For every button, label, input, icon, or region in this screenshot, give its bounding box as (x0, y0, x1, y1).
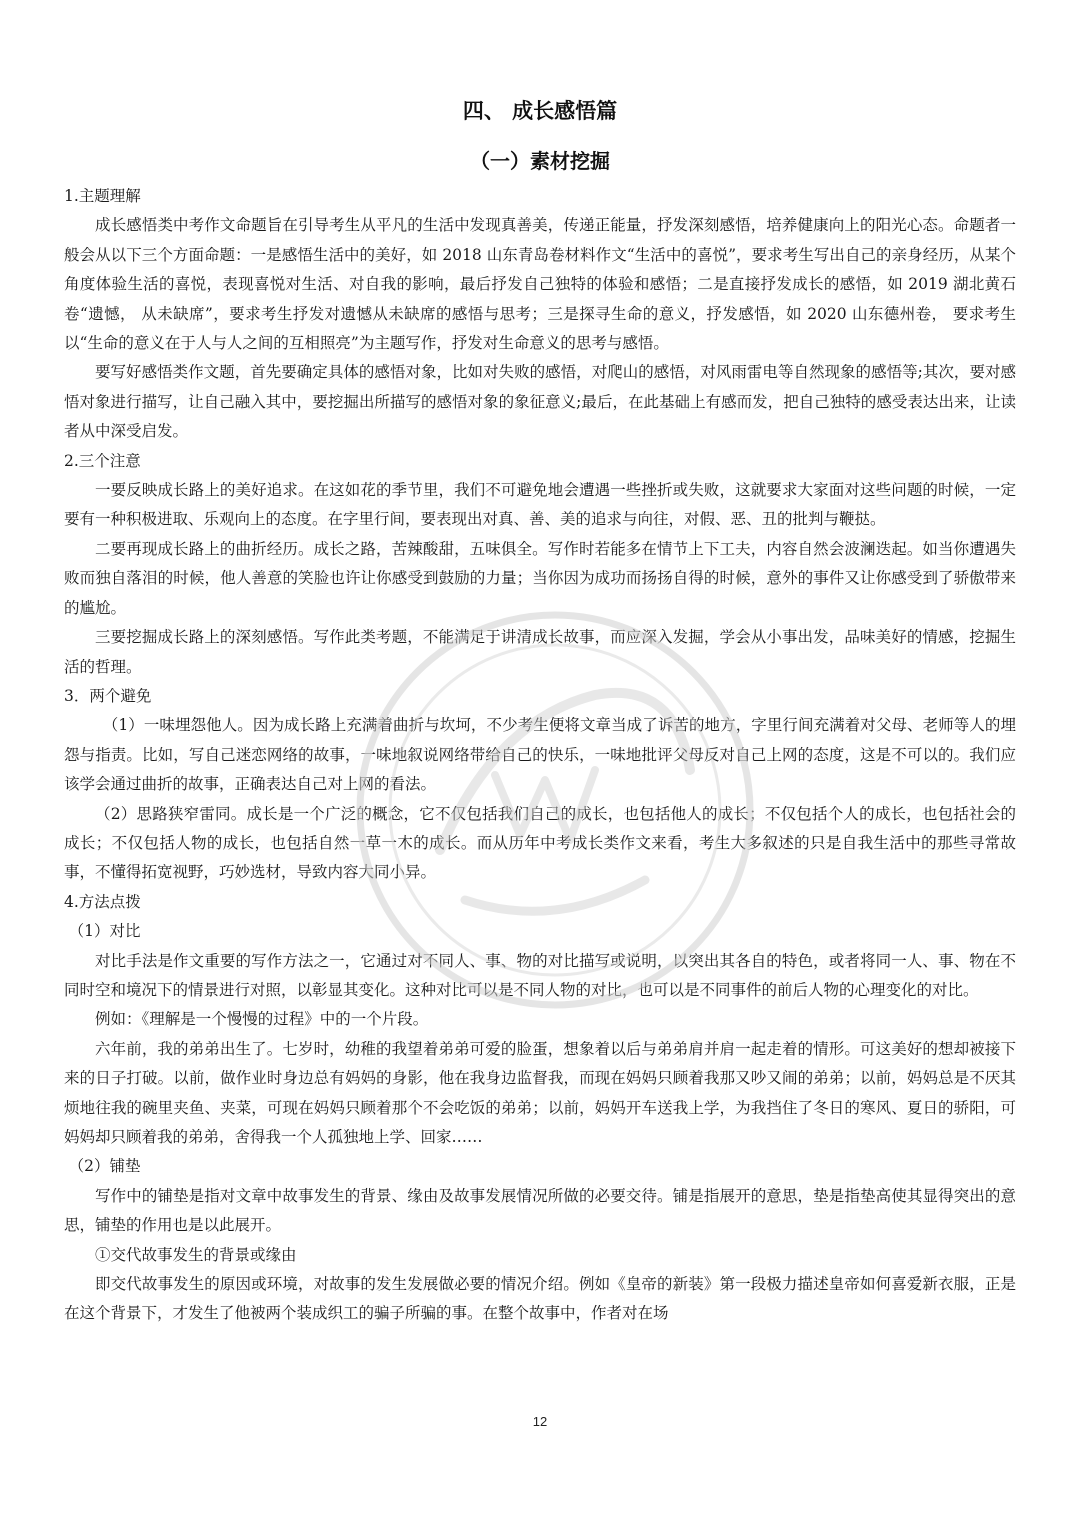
paragraph: 写作中的铺垫是指对文章中故事发生的背景、缘由及故事发展情况所做的必要交待。铺是指展开的意思，垫是指垫高使其显得突出的意思，铺垫的作用也是以此展开。 (64, 1186, 1016, 1235)
subheading-foreshadowing: （2）铺垫 (68, 1157, 141, 1176)
paragraph: 成长感悟类中考作文命题旨在引导考生从平凡的生活中发现真善美，传递正能量，抒发深刻感悟，培养健康向上的阳光心态。命题者一般会从以下三个方面命题：一是感悟生活中的美好，如 2018 山东青岛卷材料作文“生活中的喜悦”，要求考生写出自己的亲身经历，从某个角度体验生活的喜悦，表现喜悦对生活、对自我的影响，最后抒发自己独特的体验和感悟；二是直接抒发成长的感悟，如 2019 湖北黄石卷“遗憾， 从未缺席”，要求考生抒发对遗憾从未缺席的感悟与思考；三是探寻生命的意义，抒发感悟，如 2020 山东德州卷， 要求考生以“生命的意义在于人与人之间的互相照亮”为主题写作，抒发对生命意义的思考与感悟。 (64, 216, 1016, 353)
paragraph: 二要再现成长路上的曲折经历。成长之路，苦辣酸甜，五味俱全。写作时若能多在情节上下工夫，内容自然会波澜迭起。如当你遭遇失败而独自落泪的时候，他人善意的笑脸也许让你感受到鼓励的力量；当你因为成功而扬扬自得的时候，意外的事件又让你感受到了骄傲带来的尴尬。 (64, 539, 1016, 617)
paragraph: 例如：《理解是一个慢慢的过程》中的一个片段。 (95, 1010, 429, 1029)
paragraph: 六年前，我的弟弟出生了。七岁时，幼稚的我望着弟弟可爱的脸蛋，想象着以后与弟弟肩并肩一起走着的情形。可这美好的想却被接下来的日子打破。以前，做作业时身边总有妈妈的身影，他在我身边监督我，而现在妈妈只顾着我那又吵又闹的弟弟；以前，妈妈总是不厌其烦地往我的碗里夹鱼、夹菜，可现在妈妈只顾着那个不会吃饭的弟弟；以前，妈妈开车送我上学，为我挡住了冬日的寒风、夏日的骄阳，可妈妈却只顾着我的弟弟，舍得我一个人孤独地上学、回家…… (64, 1039, 1016, 1146)
body-text (64, 182, 1016, 1329)
paragraph: （1）一味埋怨他人。因为成长路上充满着曲折与坎坷，不少考生便将文章当成了诉苦的地方，字里行间充满着对父母、老师等人的埋怨与指责。比如，写自己迷恋网络的故事，一味地叙说网络带给自己的快乐，一味地批评父母反对自己上网的态度，这是不可以的。我们应该学会通过曲折的故事，正确表达自己对上网的看法。 (64, 716, 1016, 794)
section-title: （一）素材挖掘 (470, 149, 610, 173)
heading-three-notes: 2.三个注意 (64, 451, 141, 470)
paragraph: 即交代故事发生的原因或环境，对故事的发生发展做必要的情况介绍。例如《皇帝的新装》第一段极力描述皇帝如何喜爱新衣服，正是在这个背景下，才发生了他被两个装成织工的骗子所骗的事。在整个故事中，作者对在场 (64, 1275, 1016, 1323)
paragraph: 要写好感悟类作文题，首先要确定具体的感悟对象，比如对失败的感悟，对爬山的感悟，对风雨雷电等自然现象的感悟等;其次，要对感悟对象进行描写，让自己融入其中，要挖掘出所描写的感悟对象的象征意义;最后，在此基础上有感而发，把自己独特的感受表达出来，让读者从中深受启发。 (64, 363, 1016, 441)
subheading-contrast: （1）对比 (68, 922, 141, 941)
paragraph: 一要反映成长路上的美好追求。在这如花的季节里，我们不可避免地会遭遇一些挫折或失败，这就要求大家面对这些问题的时候，一定要有一种积极进取、乐观向上的态度。在字里行间，要表现出对真、善、美的追求与向往，对假、恶、丑的批判与鞭挞。 (64, 481, 1016, 529)
paragraph: 对比手法是作文重要的写作方法之一，它通过对不同人、事、物的对比描写或说明，以突出其各自的特色，或者将同一人、事、物在不同时空和境况下的情景进行对照，以彰显其变化。这种对比可以是不同人物的对比，也可以是不同事件的前后人物的心理变化的对比。 (64, 951, 1016, 999)
paragraph: ①交代故事发生的背景或缘由 (95, 1245, 297, 1264)
heading-two-avoidances: 3．两个避免 (64, 686, 152, 705)
heading-theme-understanding: 1.主题理解 (64, 187, 141, 205)
page-number: 12 (532, 1414, 548, 1429)
paragraph: 三要挖掘成长路上的深刻感悟。写作此类考题，不能满足于讲清成长故事，而应深入发掘，学会从小事出发，品味美好的情感，挖掘生活的哲理。 (64, 628, 1016, 676)
chapter-title: 四、 成长感悟篇 (462, 99, 618, 123)
paragraph: （2）思路狭窄雷同。成长是一个广泛的概念，它不仅包括我们自己的成长，也包括他人的成长；不仅包括个人的成长，也包括社会的成长；不仅包括人物的成长，也包括自然一草一木的成长。而从历年中考成长类作文来看，考生大多叙述的只是自我生活中的那些寻常故事，不懂得拓宽视野，巧妙选材，导致内容大同小异。 (64, 804, 1016, 882)
heading-methods: 4.方法点拨 (64, 892, 141, 911)
